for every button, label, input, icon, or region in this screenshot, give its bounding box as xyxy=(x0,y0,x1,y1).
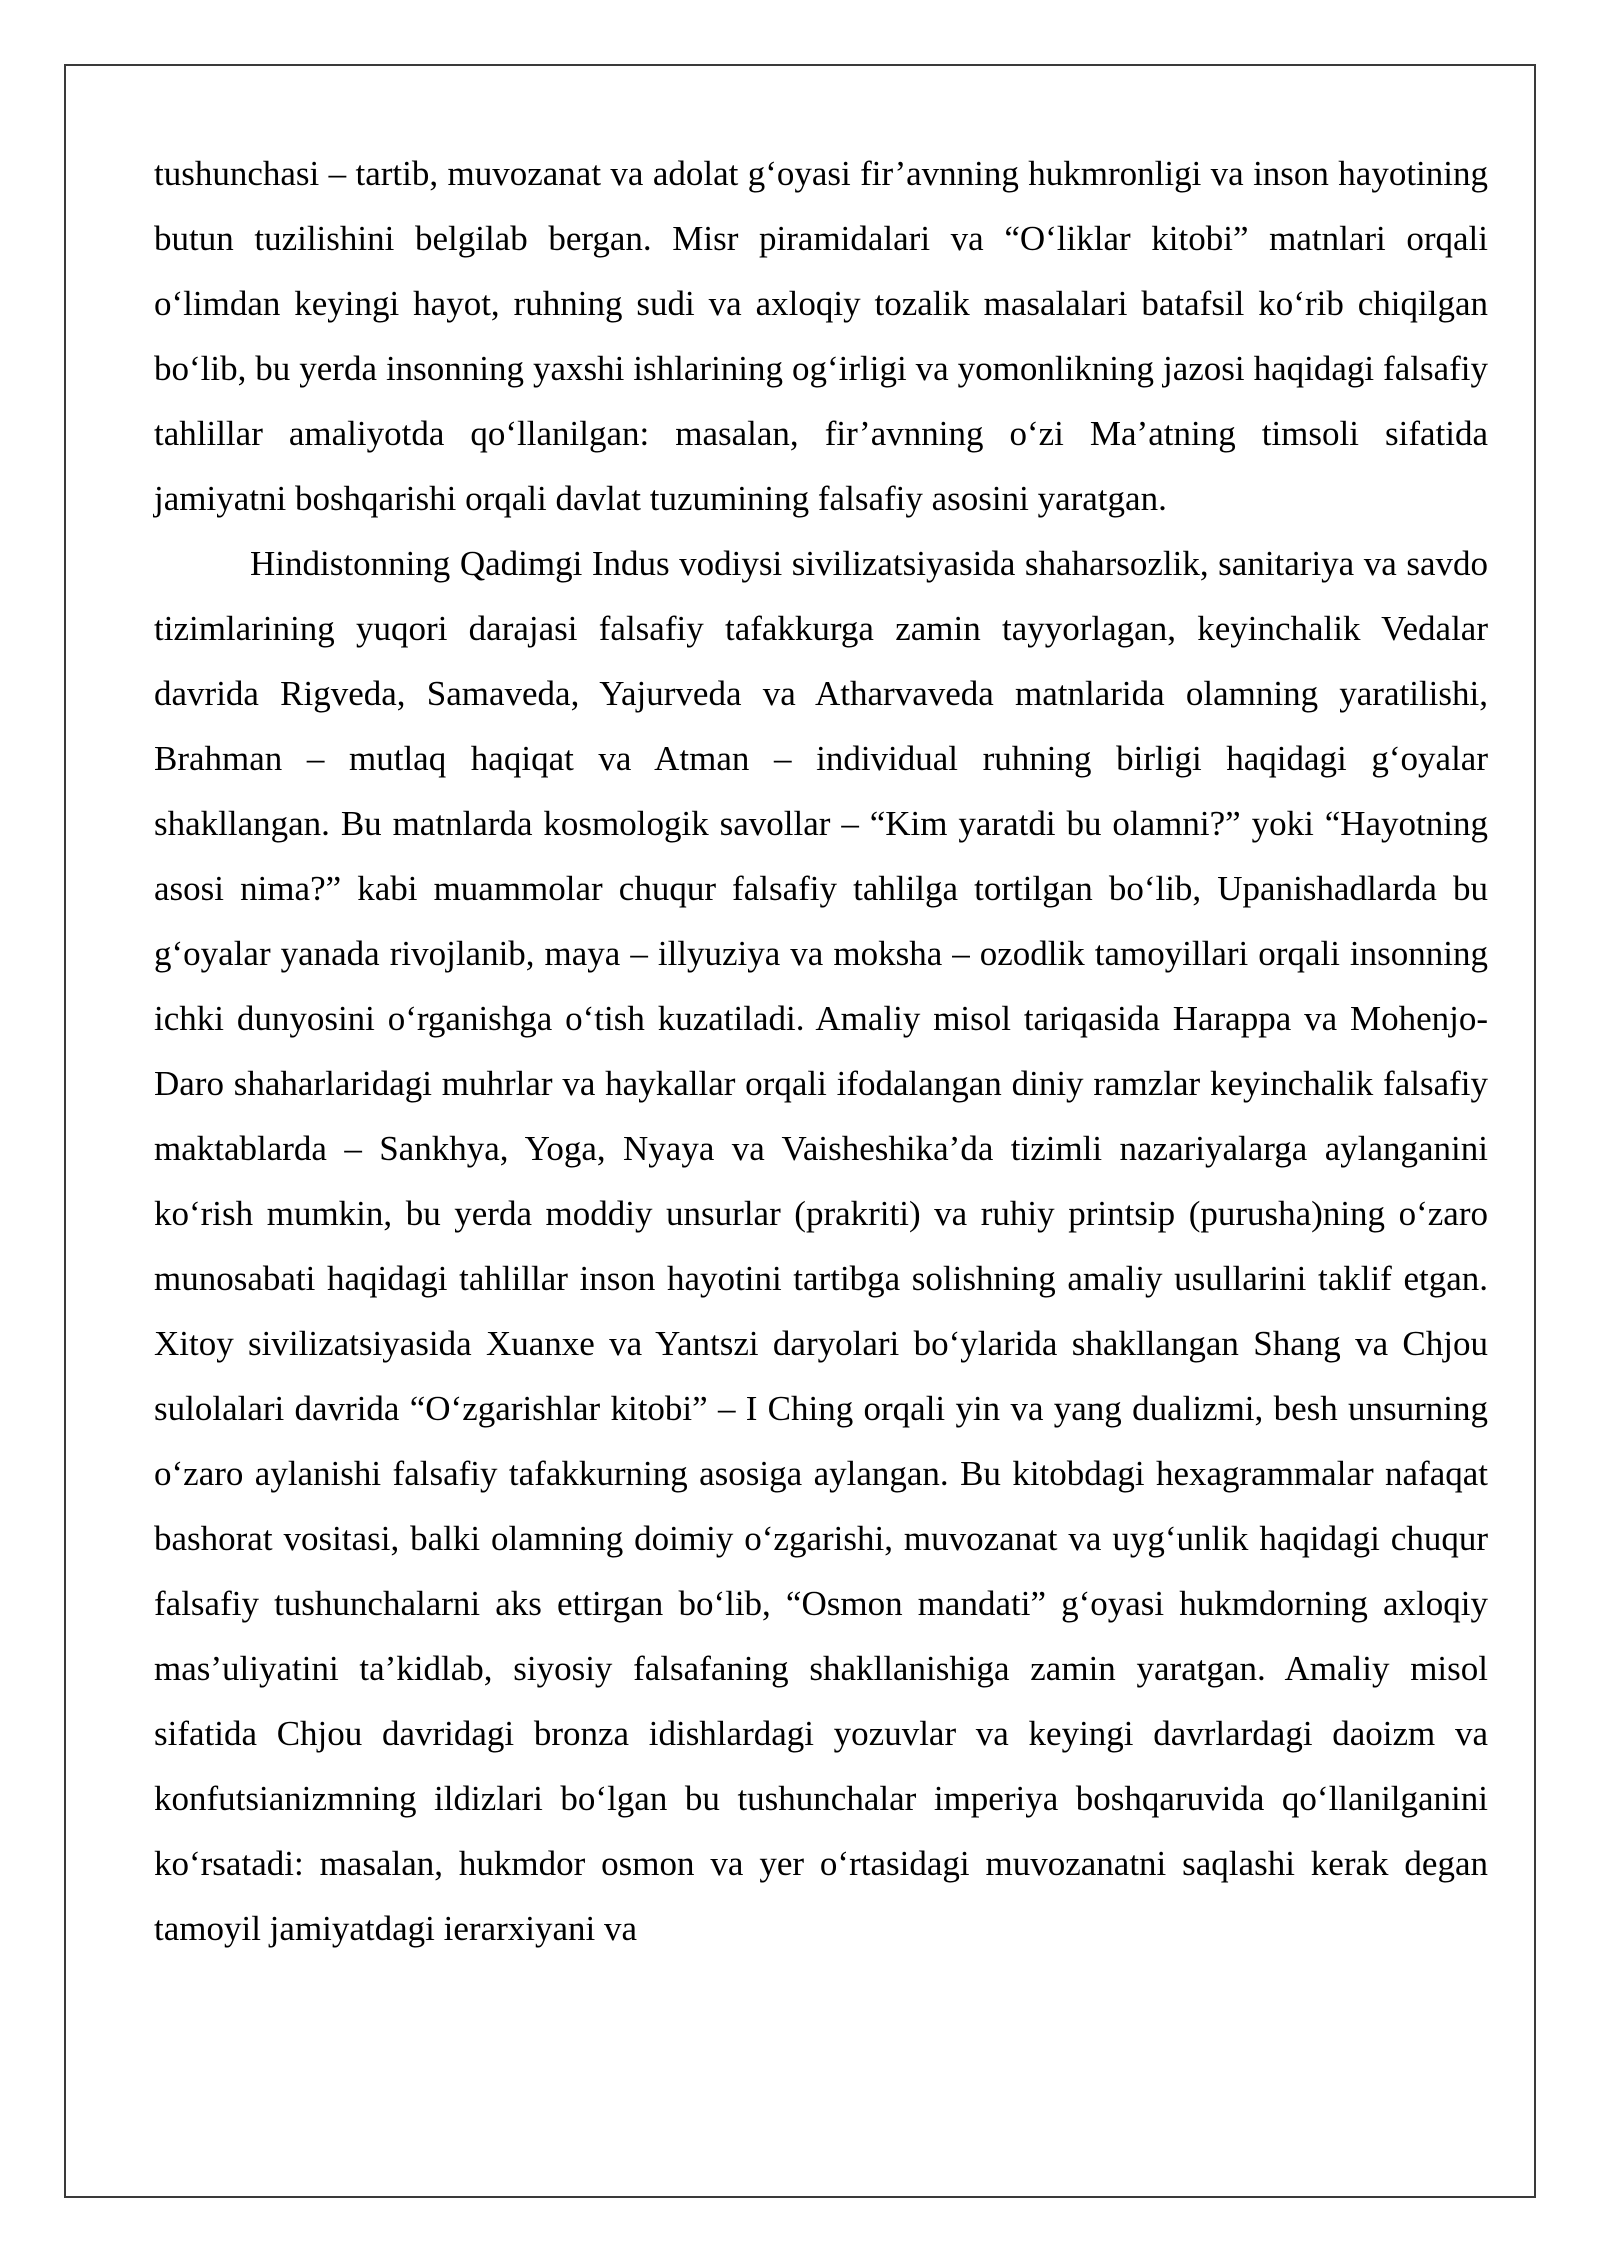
document-body xyxy=(154,141,1488,1961)
paragraph-india-china: Hindistonning Qadimgi Indus vodiysi sivilizatsiyasida shaharsozlik, sanitariya va savdo tizimlarining yuqori darajasi falsafiy tafakkurga zamin tayyorlagan, keyinchalik Vedalar davrida Rigveda, Samaveda, Yajurveda va Atharvaveda matnlarida olamning yaratilishi, Brahman – mutlaq haqiqat va Atman – individual ruhning birligi haqidagi g‘oyalar shakllangan. Bu matnlarda kosmologik savollar – “Kim yaratdi bu olamni?” yoki “Hayotning asosi nima?” kabi muammolar chuqur falsafiy tahlilga tortilgan bo‘lib, Upanishadlarda bu g‘oyalar yanada rivojlanib, maya – illyuziya va moksha – ozodlik tamoyillari orqali insonning ichki dunyosini o‘rganishga o‘tish kuzatiladi. Amaliy misol tariqasida Harappa va Mohenjo-Daro shaharlaridagi muhrlar va haykallar orqali ifodalangan diniy ramzlar keyinchalik falsafiy maktablarda – Sankhya, Yoga, Nyaya va Vaisheshika’da tizimli nazariyalarga aylanganini ko‘rish mumkin, bu yerda moddiy unsurlar (prakriti) va ruhiy printsip (purusha)ning o‘zaro munosabati haqidagi tahlillar inson hayotini tartibga solishning amaliy usullarini taklif etgan. Xitoy sivilizatsiyasida Xuanxe va Yantszi daryolari bo‘ylarida shakllangan Shang va Chjou sulolalari davrida “O‘zgarishlar kitobi” – I Ching orqali yin va yang dualizmi, besh unsurning o‘zaro aylanishi falsafiy tafakkurning asosiga aylangan. Bu kitobdagi hexagrammalar nafaqat bashorat vositasi, balki olamning doimiy o‘zgarishi, muvozanat va uyg‘unlik haqidagi chuqur falsafiy tushunchalarni aks ettirgan bo‘lib, “Osmon mandati” g‘oyasi hukmdorning axloqiy mas’uliyatini ta’kidlab, siyosiy falsafaning shakllanishiga zamin yaratgan. Amaliy misol sifatida Chjou davridagi bronza idishlardagi yozuvlar va keyingi davrlardagi daoizm va konfutsianizmning ildizlari bo‘lgan bu tushunchalar imperiya boshqaruvida qo‘llanilganini ko‘rsatadi: masalan, hukmdor osmon va yer o‘rtasidagi muvozanatni saqlashi kerak degan tamoyil jamiyatdagi ierarxiyani va xyxy=(154,544,1488,1948)
paragraph-egypt: tushunchasi – tartib, muvozanat va adolat g‘oyasi fir’avnning hukmronligi va inson hayotining butun tuzilishini belgilab bergan. Misr piramidalari va “O‘liklar kitobi” matnlari orqali o‘limdan keyingi hayot, ruhning sudi va axloqiy tozalik masalalari batafsil ko‘rib chiqilgan bo‘lib, bu yerda insonning yaxshi ishlarining og‘irligi va yomonlikning jazosi haqidagi falsafiy tahlillar amaliyotda qo‘llanilgan: masalan, fir’avnning o‘zi Ma’atning timsoli sifatida jamiyatni boshqarishi orqali davlat tuzumining falsafiy asosini yaratgan. xyxy=(154,154,1488,518)
